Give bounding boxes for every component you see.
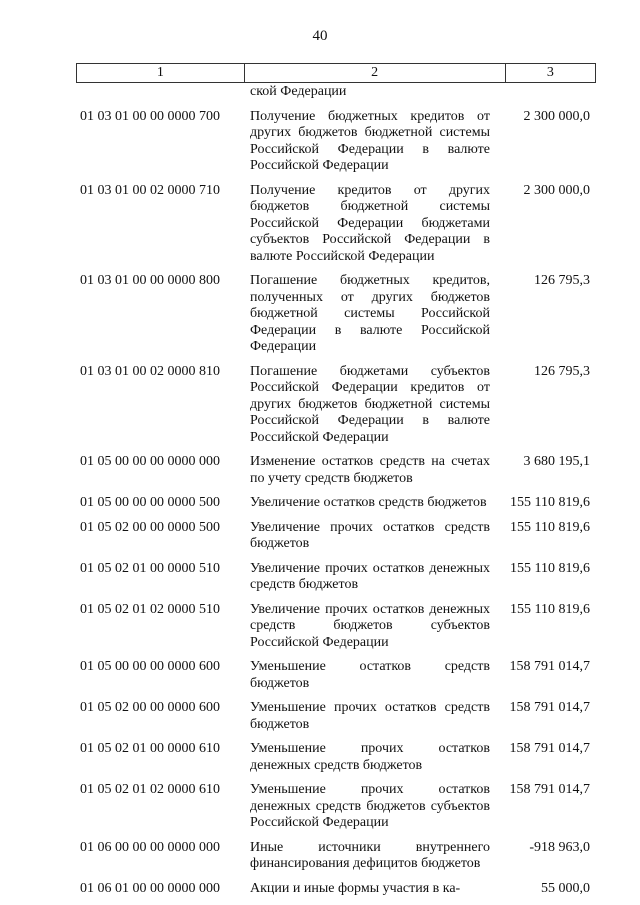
row-code: 01 05 02 01 02 0000 610: [80, 782, 220, 797]
table-row: [0, 840, 640, 873]
row-sum: 2 300 000,0: [523, 182, 590, 198]
row-sum: 2 300 000,0: [523, 108, 590, 124]
row-code: 01 05 00 00 00 0000 500: [80, 495, 220, 510]
row-code: 01 03 01 00 00 0000 700: [80, 108, 220, 124]
row-name: ской Федерации: [250, 84, 347, 99]
row-name: Увеличение остатков средств бюджетов: [250, 495, 487, 510]
header-col-2: 2: [244, 64, 505, 83]
row-name: Увеличение прочих остатков денежных средств бюджетов субъектов Российской Федерации: [250, 601, 490, 650]
table-row: [0, 520, 640, 553]
row-name: Уменьшение остатков средств бюджетов: [250, 659, 490, 691]
row-code: 01 05 02 01 00 0000 510: [80, 560, 220, 576]
row-name: Акции и иные формы участия в ка-: [250, 880, 461, 896]
row-sum: 158 791 014,7: [509, 700, 590, 715]
table-row: [0, 183, 640, 266]
row-code: 01 05 02 00 00 0000 600: [80, 700, 220, 715]
row-name: Погашение бюджетами субъектов Российской Федерации кредитов от других бюджетов бюджетной системы Российской Федерации в валюте Российской Федерации: [250, 363, 490, 445]
row-code: 01 05 00 00 00 0000 000: [80, 454, 220, 469]
table-row: [0, 700, 640, 733]
row-code: 01 05 00 00 00 0000 600: [80, 659, 220, 674]
table-row: [0, 881, 640, 898]
row-code: 01 05 02 00 00 0000 500: [80, 519, 220, 535]
table-header: [76, 63, 596, 83]
table-row: [0, 495, 640, 512]
row-code: [0, 84, 250, 101]
row-sum: 158 791 014,7: [509, 659, 590, 674]
table-row: [0, 109, 640, 175]
row-sum: 155 110 819,6: [510, 495, 590, 510]
row-name: Получение бюджетных кредитов от других бюджетов бюджетной системы Российской Федерации в валюте Российской Федерации: [250, 108, 490, 173]
table-row: [0, 84, 640, 101]
header-col-1: 1: [77, 64, 245, 83]
table-row: [0, 659, 640, 692]
row-name: Уменьшение прочих остатков денежных средств бюджетов субъектов Российской Федерации: [250, 782, 490, 830]
row-code: 01 03 01 00 00 0000 800: [80, 273, 220, 288]
row-code: 01 06 01 00 00 0000 000: [80, 880, 220, 896]
row-sum: [490, 84, 590, 101]
row-sum: 126 795,3: [534, 363, 590, 379]
row-code: 01 05 02 01 00 0000 610: [80, 741, 220, 756]
table-row: [0, 741, 640, 774]
row-code: 01 03 01 00 02 0000 710: [80, 182, 220, 198]
row-name: Иные источники внутреннего финансирования дефицитов бюджетов: [250, 839, 490, 871]
table-row: [0, 561, 640, 594]
header-col-3: 3: [505, 64, 595, 83]
row-name: Получение кредитов от других бюджетов бюджетной системы Российской Федерации бюджетами субъектов Российской Федерации в валюте Российской Федерации: [250, 182, 490, 264]
row-name: Погашение бюджетных кредитов, полученных от других бюджетов бюджетной системы Российской Федерации в валюте Российской Федерации: [250, 273, 490, 354]
row-sum: 158 791 014,7: [509, 782, 590, 797]
row-code: 01 03 01 00 02 0000 810: [80, 363, 220, 379]
table-row: [0, 454, 640, 487]
row-sum: 155 110 819,6: [510, 601, 590, 617]
row-sum: 155 110 819,6: [510, 519, 590, 535]
row-sum: 3 680 195,1: [523, 454, 590, 469]
row-sum: -918 963,0: [529, 839, 590, 855]
table-row: [0, 602, 640, 652]
row-name: Увеличение прочих остатков денежных средств бюджетов: [250, 560, 490, 592]
row-code: 01 06 00 00 00 0000 000: [80, 839, 220, 855]
table-row: [0, 782, 640, 832]
row-name: Увеличение прочих остатков средств бюджетов: [250, 519, 490, 551]
row-code: 01 05 02 01 02 0000 510: [80, 601, 220, 617]
table-row: [0, 364, 640, 447]
row-name: Уменьшение прочих остатков денежных средств бюджетов: [250, 741, 490, 773]
table-row: [0, 273, 640, 356]
row-name: Уменьшение прочих остатков средств бюджетов: [250, 700, 490, 732]
page-number: 40: [312, 28, 328, 44]
row-sum: 126 795,3: [534, 273, 590, 288]
row-name: Изменение остатков средств на счетах по учету средств бюджетов: [250, 454, 490, 486]
row-sum: 55 000,0: [541, 880, 590, 896]
row-sum: 158 791 014,7: [509, 741, 590, 756]
budget-table-body: [0, 84, 640, 905]
row-sum: 155 110 819,6: [510, 560, 590, 576]
